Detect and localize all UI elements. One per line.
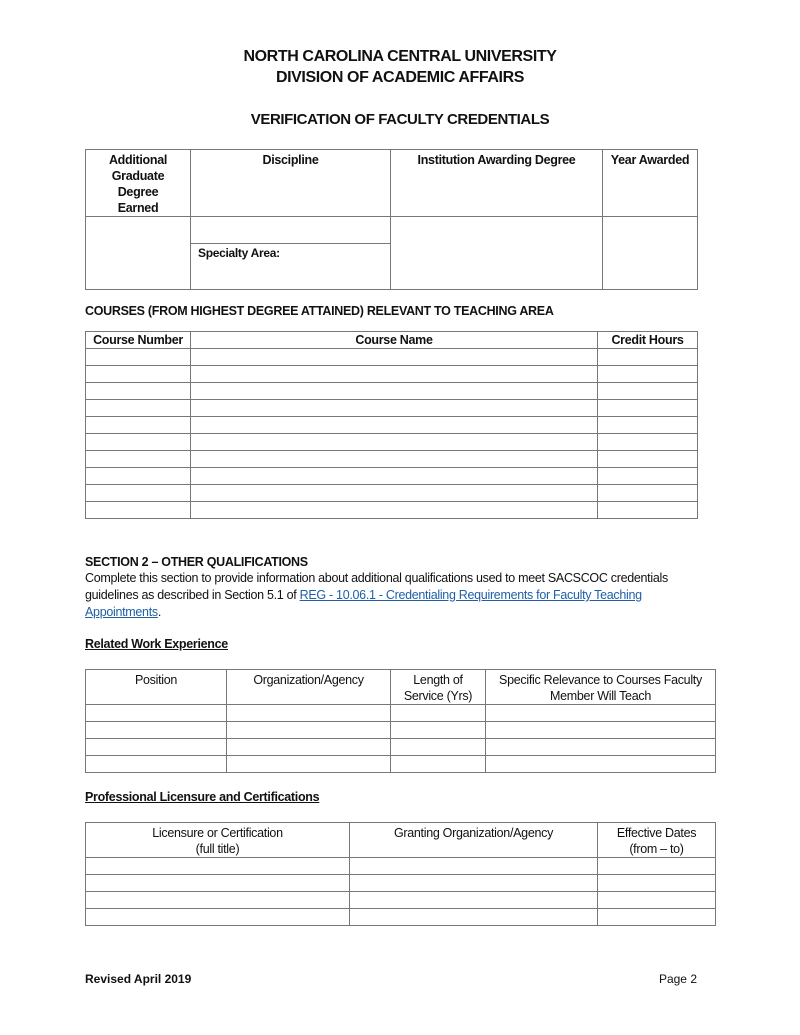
page-number: Page 2 (658, 972, 697, 986)
table-row (86, 485, 698, 502)
table-cell[interactable] (86, 892, 350, 909)
courses-heading: COURSES (FROM HIGHEST DEGREE ATTAINED) RELEVANT TO TEACHING AREA (85, 304, 554, 318)
table-cell[interactable] (86, 858, 350, 875)
table-cell[interactable] (86, 417, 191, 434)
table-cell[interactable] (486, 722, 716, 739)
table-cell[interactable] (86, 434, 191, 451)
table-cell[interactable] (86, 722, 227, 739)
table-cell[interactable] (227, 756, 391, 773)
table-cell[interactable] (86, 468, 191, 485)
specialty-area-field[interactable]: Specialty Area: (191, 244, 391, 290)
table-row (86, 892, 716, 909)
table-cell[interactable] (191, 502, 598, 519)
table-cell[interactable] (391, 756, 486, 773)
table-cell[interactable] (486, 739, 716, 756)
table-row (86, 417, 698, 434)
table-cell[interactable] (86, 739, 227, 756)
table-cell[interactable] (86, 909, 350, 926)
university-name: NORTH CAROLINA CENTRAL UNIVERSITY (243, 48, 557, 65)
table-cell[interactable] (598, 892, 716, 909)
table-cell[interactable] (350, 875, 598, 892)
table-row (86, 705, 716, 722)
header-year: Year Awarded (603, 150, 698, 217)
form-title: VERIFICATION OF FACULTY CREDENTIALS (250, 111, 550, 128)
work-experience-table (85, 669, 716, 773)
table-cell[interactable] (391, 739, 486, 756)
header-granting-organization: Granting Organization/Agency (350, 823, 598, 858)
header-course-name: Course Name (191, 332, 598, 349)
table-cell[interactable] (598, 417, 698, 434)
courses-table (85, 331, 698, 519)
table-cell[interactable] (598, 485, 698, 502)
section2-heading: SECTION 2 – OTHER QUALIFICATIONS (85, 555, 308, 569)
table-cell[interactable] (86, 875, 350, 892)
credentialing-requirements-link[interactable]: REG - 10.06.1 - Credentialing Requirements for Faculty Teaching Appointments (85, 588, 642, 619)
header-credit-hours: Credit Hours (598, 332, 698, 349)
institution-field[interactable] (391, 217, 603, 290)
table-cell[interactable] (191, 485, 598, 502)
table-cell[interactable] (227, 739, 391, 756)
table-row (86, 722, 716, 739)
table-cell[interactable] (191, 468, 598, 485)
table-cell[interactable] (598, 383, 698, 400)
table-row (86, 451, 698, 468)
table-cell[interactable] (598, 434, 698, 451)
table-cell[interactable] (191, 349, 598, 366)
division-name: DIVISION OF ACADEMIC AFFAIRS (275, 69, 525, 86)
table-row (86, 502, 698, 519)
table-cell[interactable] (486, 705, 716, 722)
header-discipline: Discipline (191, 150, 391, 217)
header-effective-dates: Effective Dates (from – to) (598, 823, 716, 858)
table-cell[interactable] (191, 451, 598, 468)
table-cell[interactable] (598, 858, 716, 875)
table-row (86, 909, 716, 926)
licensure-heading: Professional Licensure and Certifications (85, 790, 320, 804)
table-cell[interactable] (391, 705, 486, 722)
header-relevance: Specific Relevance to Courses Faculty Member Will Teach (486, 670, 716, 705)
header-organization: Organization/Agency (227, 670, 391, 705)
table-cell[interactable] (191, 383, 598, 400)
table-cell[interactable] (86, 705, 227, 722)
table-cell[interactable] (598, 909, 716, 926)
table-cell[interactable] (191, 400, 598, 417)
table-cell[interactable] (598, 366, 698, 383)
table-cell[interactable] (86, 451, 191, 468)
table-cell[interactable] (350, 892, 598, 909)
header-course-number: Course Number (86, 332, 191, 349)
table-cell[interactable] (227, 705, 391, 722)
table-row (86, 383, 698, 400)
table-cell[interactable] (86, 502, 191, 519)
table-cell[interactable] (86, 383, 191, 400)
section2-description (85, 570, 705, 621)
table-row (86, 756, 716, 773)
degree-table (85, 149, 698, 290)
header-institution: Institution Awarding Degree (391, 150, 603, 217)
revised-date: Revised April 2019 (85, 972, 192, 986)
header-length-of-service: Length of Service (Yrs) (391, 670, 486, 705)
table-row (86, 349, 698, 366)
discipline-field[interactable] (191, 217, 391, 244)
table-row (86, 366, 698, 383)
table-cell[interactable] (191, 434, 598, 451)
table-cell[interactable] (350, 858, 598, 875)
header-degree: Additional Graduate Degree Earned (86, 150, 191, 217)
table-cell[interactable] (598, 468, 698, 485)
header-licensure: Licensure or Certification (full title) (86, 823, 350, 858)
table-row (86, 400, 698, 417)
table-cell[interactable] (86, 400, 191, 417)
table-cell[interactable] (598, 349, 698, 366)
table-cell[interactable] (86, 756, 227, 773)
header-position: Position (86, 670, 227, 705)
table-cell[interactable] (391, 722, 486, 739)
table-cell[interactable] (598, 502, 698, 519)
table-cell[interactable] (350, 909, 598, 926)
table-cell[interactable] (191, 366, 598, 383)
table-row (86, 875, 716, 892)
work-heading: Related Work Experience (85, 637, 228, 651)
table-row (86, 739, 716, 756)
table-cell[interactable] (598, 400, 698, 417)
table-cell[interactable] (598, 875, 716, 892)
table-row (86, 468, 698, 485)
table-cell[interactable] (598, 451, 698, 468)
table-cell[interactable] (86, 485, 191, 502)
degree-field[interactable] (86, 217, 191, 290)
year-field[interactable] (603, 217, 698, 290)
licensure-table (85, 822, 716, 926)
table-row (86, 858, 716, 875)
table-cell[interactable] (191, 417, 598, 434)
table-cell[interactable] (486, 756, 716, 773)
section2-period: . (157, 605, 162, 619)
section2-text: Complete this section to provide information about additional qualifications used to meet SACSCOC credentials guidelines as described in Section 5.1 of (85, 571, 668, 602)
table-cell[interactable] (227, 722, 391, 739)
table-cell[interactable] (86, 349, 191, 366)
table-cell[interactable] (86, 366, 191, 383)
table-row (86, 434, 698, 451)
